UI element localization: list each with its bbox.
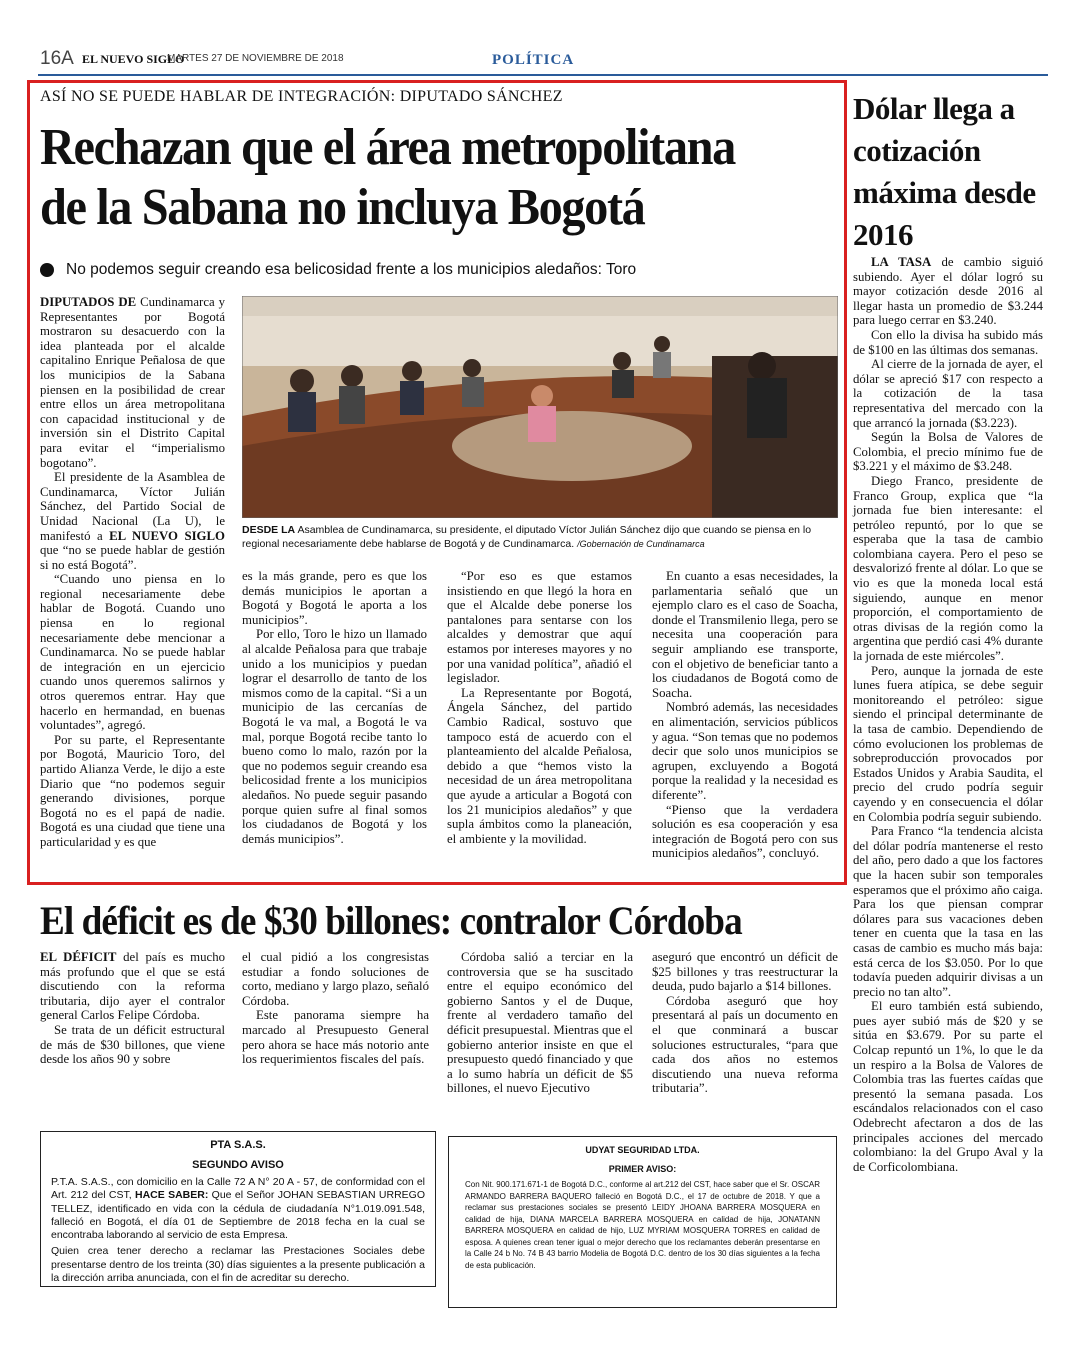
paragraph: Por ello, Toro le hizo un llamado al alcalde Peñalosa para que trabaje unido a los municipios y puedan lograr el desarrollo de tanto de los mismos como de la capital. “Si a un municipio de las cercanías de Bogotá le va mal, a Bogotá le va mal, porque Bogotá recibe tanto lo bueno como lo malo, razón por la que no podemos seguir creando esa belicosidad frente a los municipios aledaños. No puede seguir pasando porque quien sufre al final somos los ciudadanos de Bogotá y los demás municipios”.	[242, 627, 427, 846]
paragraph-text: que “no se puede hablar de gestión si no está Bogotá”.	[40, 543, 225, 572]
paragraph: El euro también está subiendo, pues ayer subió más de $20 y se sitúa en $3.679. Por su parte el Colcap repuntó un 1%, lo que le da un respiro a la Bolsa de Valores de Colombia tras las fuertes caídas que presentó la semana pasada. Los escándalos relacionados con el caso Odebrecht afectaron a dos de las principales acciones del mercado colombiano: la del Grupo Aval y la de Corficolombiana.	[853, 999, 1043, 1174]
paragraph-text: de cambio siguió subiendo. Ayer el dólar logró su mayor cotización desde 2016 al llegar hasta un promedio de $3.244 para luego cerrar en $3.240.	[853, 255, 1043, 328]
paragraph-text: El presidente de la Asamblea de Cundinamarca, Víctor Julián Sánchez, del Partido Social de Unidad Nacional (La U), le manifestó a	[40, 470, 225, 543]
notice-title: PTA S.A.S.	[210, 1139, 266, 1151]
section-title: POLÍTICA	[492, 52, 575, 68]
paragraph: La Representante por Bogotá, Ángela Sánchez, del partido Cambio Radical, sostuvo que tampoco está de acuerdo con el planteamiento del alcalde Peñalosa, debido a que “hemos visto la necesidad de un área metropolitana que ayude a articular a Bogotá con los 21 municipios aledaños” y que supla ámbitos como la planeación, el ambiente y la movilidad.	[447, 685, 632, 846]
photo-caption	[242, 524, 838, 551]
paragraph: “Cuando uno piensa en lo regional necesariamente debe hablar de Bogotá. Cuando uno piensa en lo regional necesariamente debe mencionar a Cundinamarca. No se puede hablar de integración en un ejercicio cuando unos queremos salirnos y otros queremos entrar. Hay que hacerlo en hermandad, en buenas voluntades”, agregó.	[40, 572, 225, 733]
paragraph	[853, 255, 1043, 328]
paragraph-text: P.T.A. S.A.S., con domicilio en la Calle 72 A N° 20 A - 57, de conformidad con el Art. 212 del CST,	[51, 1176, 425, 1202]
side-article	[853, 255, 1043, 1174]
caption-text: Asamblea de Cundinamarca, su presidente, el diputado Víctor Julián Sánchez dijo que cuando se piensa en lo regional necesariamente debe hablarse de Bogotá y de Cundinamarca.	[242, 524, 812, 550]
paragraph: Nombró además, las necesidades en alimentación, servicios públicos y agua. “Son temas que no podemos decir que solo unos municipios se agrupen, excluyendo a Bogotá porque la realidad y la necesidad es diferente”.	[652, 700, 838, 802]
article-column-1	[40, 295, 225, 850]
issue-date: MARTES 27 DE NOVIEMBRE DE 2018	[167, 53, 344, 64]
headline-line-1: Rechazan que el área metropolitana	[40, 119, 735, 176]
bullet-icon	[40, 263, 54, 277]
side-headline: Dólar llega a cotización máxima desde 2016	[853, 91, 1036, 252]
paragraph: Por su parte, el Representante por Bogotá, Mauricio Toro, del partido Alianza Verde, le dijo a este Diario que “no podemos seguir generando divisiones, porque Bogotá no es el papá de nadie. Bogotá es una ciudad que tiene una particularidad y es que	[40, 732, 225, 849]
paragraph: Este panorama siempre ha marcado al Presupuesto General pero ahora se hace más notorio ante los requerimientos fiscales del país.	[242, 1008, 429, 1067]
paragraph	[51, 1176, 425, 1242]
paragraph: Para Franco “la tendencia alcista del dólar podría mantenerse el resto del año, pero dado a que los factores que la hacen subir son temporales esperamos que el próximo año caiga. Para los que piensan comprar dólares para sus vacaciones deben tener en cuenta que la tasa en las casas de cambio es mucho más baja: está cerca de los $3.050. Por lo que todavía pueden adquirir divisas a un precio no tan alto”.	[853, 824, 1043, 999]
deficit-column-3	[447, 950, 633, 1096]
paragraph: Con ello la divisa ha subido más de $100 en las últimas dos semanas.	[853, 327, 1043, 357]
paragraph: “Por eso es que estamos insistiendo en que llegó la hora en que el Alcalde debe ponerse los pantalones para sentarse con los alcaldes y demostrar que aquí estamos por intereses mayores y no por una vanidad política”, añadió el legislador.	[447, 569, 632, 686]
article-headline	[40, 118, 784, 238]
deficit-column-2	[242, 950, 429, 1067]
headline-line-2: de la Sabana no incluya Bogotá	[40, 179, 645, 236]
paragraph: Al cierre de la jornada de ayer, el dólar se apreció $17 con respecto a la cotización de la tasa representativa del mercado con la que arrancó la jornada ($3.223).	[853, 357, 1043, 430]
lead-in: EL DÉFICIT	[40, 950, 117, 964]
deficit-column-1	[40, 950, 225, 1067]
page-number: 16A	[40, 48, 74, 69]
paragraph: es la más grande, pero es que los demás municipios le aportan a Bogotá y Bogotá le aporta a los municipios”.	[242, 569, 427, 627]
newspaper-mention: EL NUEVO SIGLO	[109, 528, 225, 543]
paragraph: Quien crea tener derecho a reclamar las Prestaciones Sociales debe presentarse dentro de los treinta (30) días siguientes a la presente publicación a la dirección arriba anunciada, con el fin de acreditar su derecho.	[51, 1245, 425, 1285]
deficit-headline: El déficit es de $30 billones: contralor Córdoba	[40, 898, 742, 943]
photo-credit: /Gobernación de Cundinamarca	[577, 538, 705, 549]
legal-notice-udyat	[448, 1136, 837, 1308]
deficit-column-4	[652, 950, 838, 1096]
article-kicker: ASÍ NO SE PUEDE HABLAR DE INTEGRACIÓN: DIPUTADO SÁNCHEZ	[40, 88, 563, 105]
paragraph: el cual pidió a los congresistas estudiar a fondo soluciones de corto, mediano y largo plazo, señaló Córdoba.	[242, 950, 429, 1008]
paragraph	[40, 295, 225, 470]
paragraph-text: del país es mucho más profundo que el que se está discutiendo con la reforma tributaria, dijo ayer el contralor general Carlos Felipe Córdoba.	[40, 950, 225, 1023]
article-column-2	[242, 569, 427, 846]
article-column-3	[447, 569, 632, 846]
notice-body: Con Nit. 900.171.671-1 de Bogotá D.C., conforme al art.212 del CST, hace saber que el Sr. OSCAR ARMANDO BARRERA BAQUERO falleció en Bogotá D.C., el 17 de octubre de 2018. Y que a reclamar sus prestaciones sociales se presentó LEIDY JHOANA BARRERA MOSQUERA en calidad de hija, DIANA MARCELA BARRERA MOSQUERA en calidad de hija, JONATANN BARRERA MOSQUERA en calidad de hijo, LUZ MYRIAM MOSQUERA TORRES en calidad de esposa. A quienes crean tener igual o mejor derecho que los reclamantes deberán presentarse en la Calle 24 b No. 74 B 43 barrio Modelia de Bogotá D.C. dentro de los 30 días siguientes a la fecha de esta publicación.	[465, 1180, 820, 1270]
legal-notice-pta	[40, 1131, 436, 1287]
article-subhead: No podemos seguir creando esa belicosidad frente a los municipios aledaños: Toro	[66, 261, 637, 278]
paragraph: Córdoba salió a terciar en la controversia que se ha suscitado entre el equipo económico del gobierno Santos y el de Duque, frente al verdadero tamaño del déficit presupuestal. Mientras que el gobierno anterior insiste en que el presupuesto quedó financiado y que a lo sumo habría un déficit de $5 billones, el nuevo Ejecutivo	[447, 950, 633, 1096]
paragraph: aseguró que encontró un déficit de $25 billones y tras reestructurar la deuda, pudo bajarlo a $14 billones.	[652, 950, 838, 994]
paragraph: Pero, aunque la jornada de este lunes fuera atípica, se debe seguir monitoreando el petróleo: sigue siendo el principal determinante de la tasa de cambio. Dependiendo de cómo evolucionen los problemas de sobreproducción provocados por Estados Unidos y Arabia Saudita, el precio del crudo podría seguir cayendo y en consecuencia el dólar en Colombia podría seguir subiendo.	[853, 663, 1043, 824]
assembly-photo	[242, 296, 838, 518]
paragraph: Córdoba aseguró que hoy presentará al país un documento en el que conminará a buscar soluciones estructurales, “para que cada dos años no estemos discutiendo una nueva reforma tributaria”.	[652, 993, 838, 1096]
paragraph: “Pienso que la verdadera solución es esa cooperación y esa integración de Bogotá pero con sus municipios aledaños”, concluyó.	[652, 802, 838, 861]
lead-in: DIPUTADOS DE	[40, 295, 137, 309]
header-rule	[38, 74, 1048, 76]
paragraph: En cuanto a esas necesidades, la parlamentaria señaló que un ejemplo claro es el caso de Soacha, donde el Transmilenio llega, pero se necesita una cooperación para seguir ampliando ese transporte, con el objetivo de beneficiar tanto a los ciudadanos de Bogotá como de Soacha.	[652, 569, 838, 700]
photo-illustration	[242, 296, 838, 518]
lead-in: LA TASA	[871, 255, 932, 269]
paragraph-text: Que el Señor JOHAN SEBASTIAN URREGO TELLEZ, identificado en vida con la cédula de ciudadanía N°1.019.091.548, falleció en Bogotá, el día 01 de Septiembre de 2018 fecha en la cual se encontraba laborando al servicio de esta Empresa.	[51, 1189, 426, 1242]
caption-lead: DESDE LA	[242, 524, 296, 536]
notice-title: UDYAT SEGURIDAD LTDA.	[585, 1145, 700, 1155]
newspaper-name: EL NUEVO SIGLO	[82, 52, 185, 66]
paragraph	[40, 950, 225, 1023]
notice-body	[41, 1172, 435, 1285]
notice-subtitle: PRIMER AVISO:	[608, 1164, 677, 1174]
article-column-4	[652, 569, 838, 861]
notice-emphasis: HACE SABER:	[134, 1189, 209, 1202]
notice-subtitle: SEGUNDO AVISO	[192, 1159, 284, 1171]
paragraph: Según la Bolsa de Valores de Colombia, el precio mínimo fue de $3.221 y el máximo de $3.248.	[853, 430, 1043, 474]
paragraph	[40, 470, 225, 572]
paragraph-text: Cundinamarca y Representantes por Bogotá mostraron su desacuerdo con la idea planteada por el alcalde capitalino Enrique Peñalosa de que los municipios de la Sabana piensen en la posibilidad de crear entre ellos un área metropolitana con capacidad institucional y de inversión sin el Distrito Capital para evitar el “imperialismo bogotano”.	[40, 295, 226, 470]
paragraph: Se trata de un déficit estructural de más de $30 billones, que viene desde los años 90 y sobre	[40, 1022, 225, 1067]
paragraph: Diego Franco, presidente de Franco Group, explica que “la jornada fue bien interesante: el petróleo repuntó, por lo que se esperaba que la tasa de cambio colombiana cayera. Pero el peso se desvalorizó frente al dólar. Lo que se vio es que la moneda local está siguiendo, aunque en menor proporción, el comportamiento de otras divisas de la región como la argentina que perdió casi 4% durante la jornada de este miércoles”.	[853, 473, 1043, 664]
